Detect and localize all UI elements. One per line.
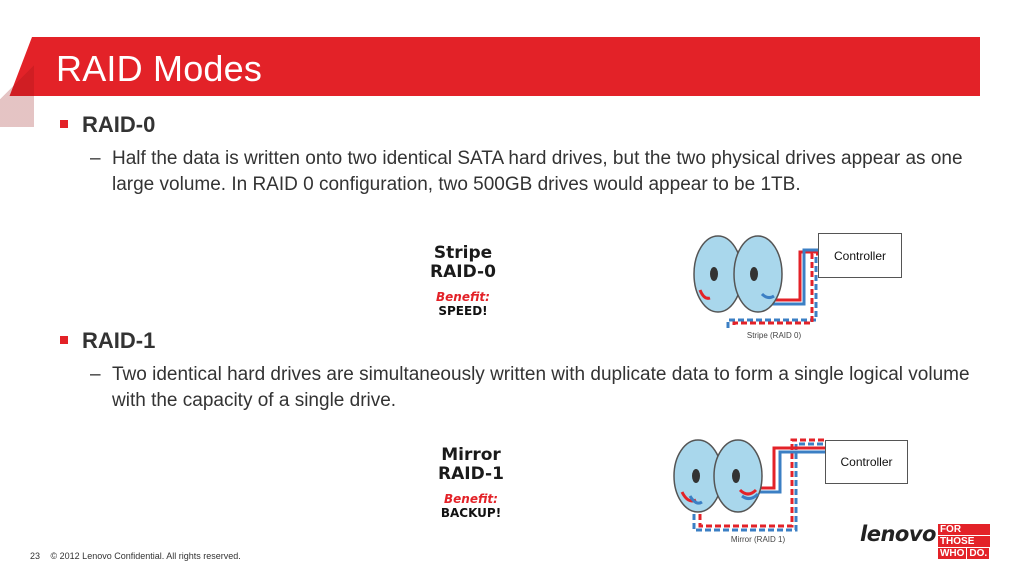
page-number: 23 bbox=[30, 551, 41, 561]
tagline-word: THOSE bbox=[938, 536, 990, 547]
section-body: Half the data is written onto two identical SATA hard drives, but the two physical drives appear as one large volume. In RAID 0 configuration, two 500GB drives would appear to be 1TB. bbox=[112, 148, 963, 195]
page-title: RAID Modes bbox=[56, 48, 263, 89]
logo-tagline bbox=[938, 524, 990, 560]
benefit-label: Benefit: bbox=[444, 492, 498, 506]
section-description bbox=[90, 362, 1000, 414]
hard-drive-icon bbox=[734, 236, 782, 312]
dash-marker: – bbox=[90, 148, 101, 169]
title-band-shadow bbox=[0, 37, 34, 127]
benefit-value: SPEED! bbox=[438, 304, 488, 318]
diagram-caption: Stripe (RAID 0) bbox=[746, 331, 802, 340]
hard-drive-icon bbox=[714, 440, 762, 512]
bullet-raid-0 bbox=[60, 112, 155, 138]
logo-wordmark: lenovo bbox=[860, 522, 936, 546]
footer bbox=[30, 551, 241, 561]
mirror-benefit-graphic bbox=[411, 446, 531, 520]
bullet-raid-1 bbox=[60, 328, 155, 354]
tagline-word: WHO bbox=[939, 548, 965, 559]
tagline-word: DO. bbox=[969, 548, 988, 559]
dash-marker: – bbox=[90, 364, 101, 385]
graphic-title: Stripe RAID-0 bbox=[430, 243, 496, 282]
stripe-benefit-graphic bbox=[403, 244, 523, 318]
graphic-title: Mirror RAID-1 bbox=[438, 445, 504, 484]
lenovo-logo bbox=[860, 522, 990, 560]
bullet-square-icon bbox=[60, 336, 68, 344]
section-heading: RAID-1 bbox=[82, 328, 156, 353]
section-heading: RAID-0 bbox=[82, 112, 156, 137]
mirror-diagram bbox=[670, 434, 830, 546]
copyright-text: © 2012 Lenovo Confidential. All rights reserved. bbox=[50, 551, 241, 561]
section-body: Two identical hard drives are simultaneously written with duplicate data to form a single logical volume with the capacity of a single drive. bbox=[112, 364, 970, 411]
benefit-label: Benefit: bbox=[436, 290, 490, 304]
diagram-caption: Mirror (RAID 1) bbox=[730, 535, 786, 544]
bullet-square-icon bbox=[60, 120, 68, 128]
benefit-value: BACKUP! bbox=[440, 506, 502, 520]
section-description bbox=[90, 146, 1000, 198]
tagline-word: FOR bbox=[938, 524, 990, 535]
controller-box: Controller bbox=[825, 440, 908, 484]
controller-box: Controller bbox=[818, 233, 902, 278]
